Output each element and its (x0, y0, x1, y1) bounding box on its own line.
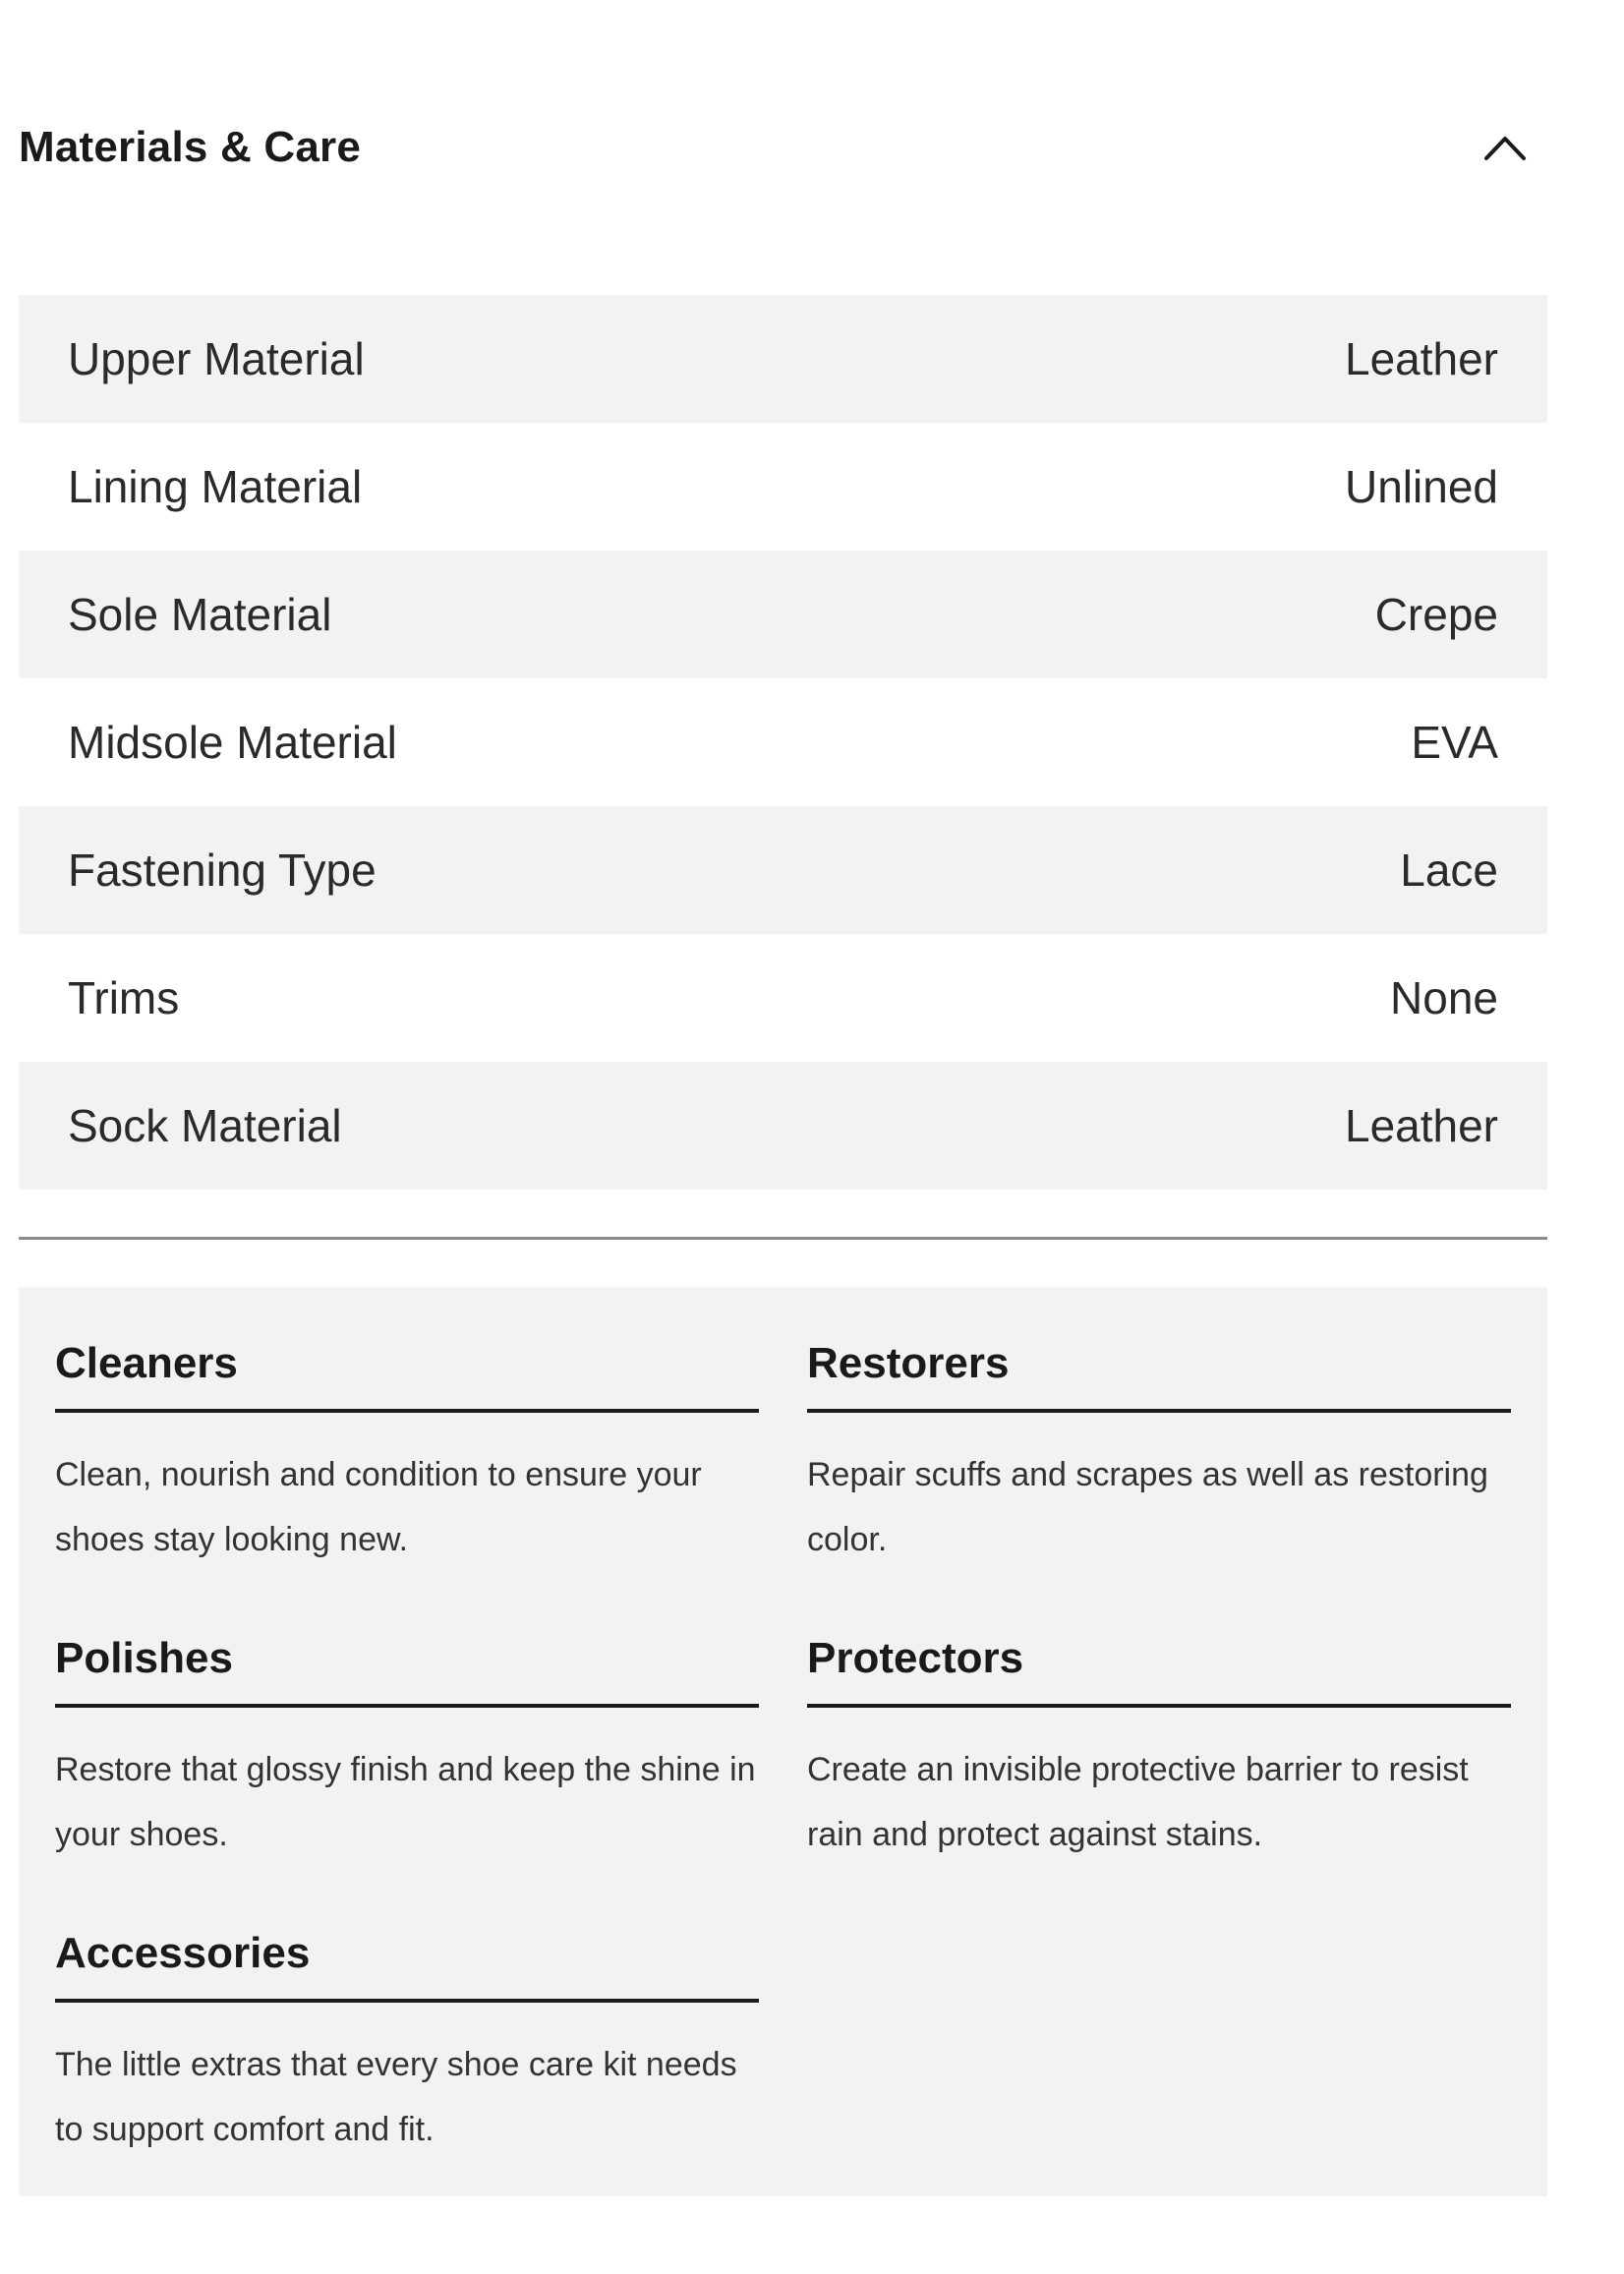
spec-label: Sock Material (68, 1100, 342, 1151)
care-title[interactable]: Cleaners (55, 1334, 759, 1413)
spec-label: Trims (68, 972, 180, 1023)
care-description: The little extras that every shoe care kit needs to support comfort and fit. (55, 2046, 737, 2148)
care-description: Clean, nourish and condition to ensure your shoes stay looking new. (55, 1456, 702, 1558)
care-title[interactable]: Accessories (55, 1924, 759, 2003)
spec-value: Crepe (1374, 589, 1498, 640)
care-title[interactable]: Polishes (55, 1629, 759, 1708)
section-divider (19, 1237, 1547, 1240)
care-item-polishes[interactable] (55, 1629, 759, 1924)
care-item-protectors[interactable] (807, 1629, 1511, 1924)
spec-value: Lace (1400, 845, 1498, 896)
spec-value: Unlined (1345, 461, 1498, 512)
care-item-accessories[interactable] (55, 1924, 759, 2219)
spec-value: None (1390, 972, 1498, 1023)
chevron-up-icon[interactable] (1480, 123, 1530, 172)
care-description: Restore that glossy finish and keep the shine in your shoes. (55, 1751, 756, 1853)
spec-value: Leather (1344, 333, 1498, 384)
materials-care-section (19, 0, 1547, 2196)
spec-label: Upper Material (68, 333, 365, 384)
spec-value: Leather (1344, 1100, 1498, 1151)
spec-table (19, 295, 1547, 1190)
spec-row-trims (19, 934, 1547, 1062)
care-description: Create an invisible protective barrier to resist rain and protect against stains. (807, 1751, 1469, 1853)
accordion-title: Materials & Care (19, 123, 362, 171)
care-title[interactable]: Restorers (807, 1334, 1511, 1413)
spec-label: Fastening Type (68, 845, 377, 896)
spec-label: Sole Material (68, 589, 332, 640)
spec-row-sock-material (19, 1062, 1547, 1190)
spec-label: Midsole Material (68, 717, 397, 768)
spec-row-fastening-type (19, 806, 1547, 934)
spec-label: Lining Material (68, 461, 363, 512)
spec-row-sole-material (19, 551, 1547, 678)
spec-row-lining-material (19, 423, 1547, 551)
spec-row-upper-material (19, 295, 1547, 423)
spec-row-midsole-material (19, 678, 1547, 806)
care-title[interactable]: Protectors (807, 1629, 1511, 1708)
spec-value: EVA (1411, 717, 1498, 768)
care-description: Repair scuffs and scrapes as well as restoring color. (807, 1456, 1488, 1558)
materials-care-accordion-header[interactable] (19, 0, 1547, 295)
care-item-restorers[interactable] (807, 1334, 1511, 1629)
care-item-cleaners[interactable] (55, 1334, 759, 1629)
care-products-panel (19, 1287, 1547, 2196)
